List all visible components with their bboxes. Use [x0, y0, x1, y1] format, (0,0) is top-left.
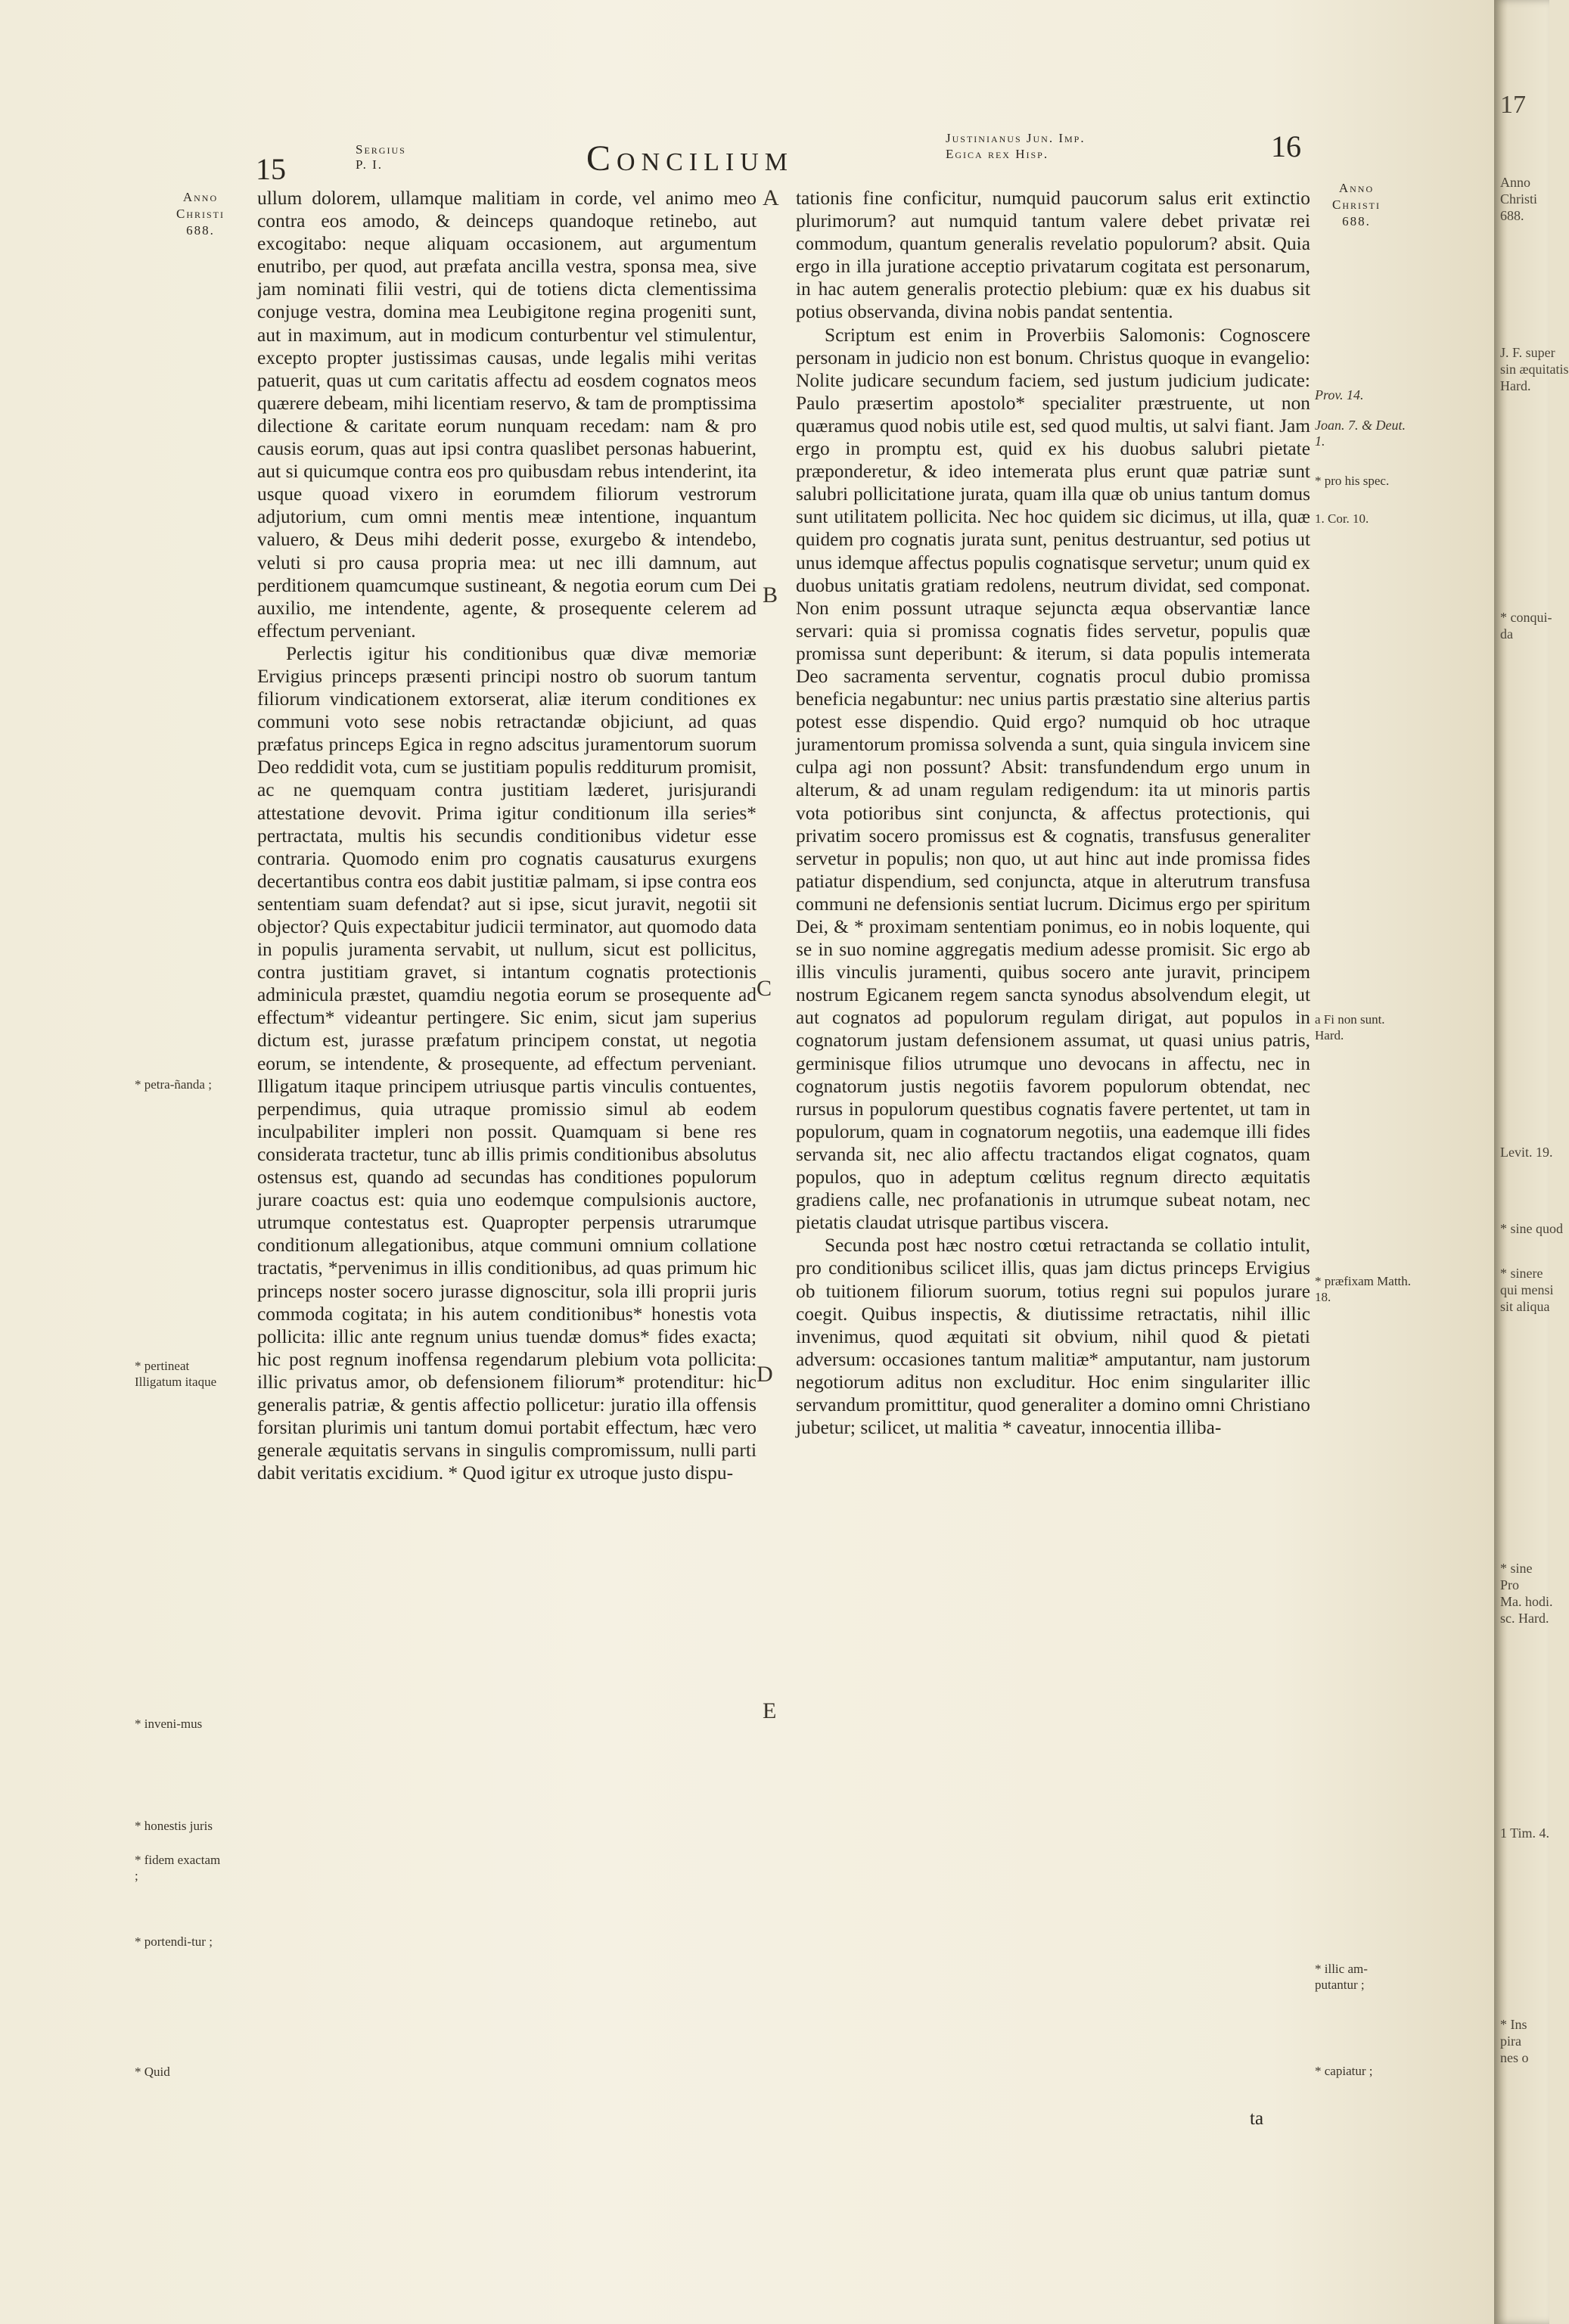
paragraph: Perlectis igitur his conditionibus quæ divæ memoriæ Ervigius princeps præsenti principi nostro ob suorum tantum filiorum vindicationem extorserat, aliæ iterum conditiones ex communi voto sese nobis retractandæ objiciunt, ad quas præfatus princeps Egica in regno adscitus juramentorum suorum Deo reddidit vota, cum se justitiam populis redditurum promisit, ac ne quemquam contra justitiam læderet, jurisjurandi attestatione devovit. Prima igitur conditionum illa series* pertractata, multis his secundis conditionibus videtur esse contraria. Quomodo enim pro cognatis causaturus exurgens decertantibus contra eos dabit justitiæ palmam, si ipse contra eos sententiam suam defendat? aut si ipse, sicut juravit, negotii sit objector? Quis expectabitur judicii terminator, aut quomodo data in populis juramenta servabit, ut nullum, sicut est pollicitus, contra justitiam gravet, si intantum cognatis protectionis adminicula præstet, quamdiu negotia eorum se prosequente ad effectum* videantur pertingere. Sic enim, sicut jam superius dictum est, jurasse præfatum principem constat, ut negotia eorum, se intendente, & prosequente, ad effectum perveniant. Illigatum itaque principem utriusque partis vinculis contuentes, perpendimus, quia utraque promissio simul ab eodem inculpabiliter impleri non possit. Quamquam si bene res considerata tractetur, tunc ab illis primis conditionibus absolutus ostensus est, quando ad secundas has conditiones populorum jurare coactus est: quia uno eodemque compulsionis auctore, utrumque contestatus est. Quapropter perpensis utrarumque conditionum allegationibus, atque communi omnium collatione tractatis, *pervenimus in illis conditionibus, ad quas primum hic princeps noster socero jurasse dignoscitur, sola illi proprii juris commoda cogitata; in his autem conditionibus* honestis vota pollicita: illic ante regnum unius tuendæ domus* fides exacta; hic post regnum inoffensa regendarum plebium vota pollicita: illic privatus amor, ob defensionem filiorum* protenditur: hic generalis patriæ, & gentis affectio pollicetur: juratio illa offensis forsitan plurimis uni tantum domui portabit effectum, hæc vero generale æquitatis servans in singulis compromissum, nulli parti dabit veritatis excidium. * Quod igitur ex utroque justo dispu-	[257, 642, 757, 1484]
paragraph: ullum dolorem, ullamque malitiam in corde, vel animo meo contra eos amodo, & deinceps quandoque retinebo, aut excogitabo: neque aliquam occasionem, aut argumentum enutribo, per quod, aut præfata ancilla vestra, sponsa mea, sive jam nominati filii vestri, qui de totiens dicta clementissima conjuge vestra, domina mea Leubigitone regina progeniti sunt, aut in maximum, aut in modicum conturbentur vel stimulentur, excepto propter justissimas causas, unde legalis mihi veritas patuerit, quas ut cum caritatis affectu ad eosdem cognatos meos quærere debeam, mihi licentiam reservo, & tam de promptissima dilectione & caritate eorum nunquam recedam: nam & pro causis eorum, quas aut ipsi contra quaslibet personas habuerint, aut si quicumque contra eos pro quibusdam rebus intenderint, ita usque quoad vixero in eorumdem filiorum vestrorum adjutorium, cum omni mentis meæ intentione, inquantum valuero, & Deus mihi dederit posse, exurgebo & intendebo, veluti si pro causa propria mea: ut nec illi damnum, aut perditionem quamcumque sustineant, & negotia eorum cum Dei auxilio, me intendente, agente, & prosequente celerem ad effectum perveniant.	[257, 188, 757, 642]
next-page-fragment: da	[1500, 626, 1513, 642]
next-page-fragment: * sinere	[1500, 1266, 1543, 1281]
next-page-fragment: Ma. hodi.	[1500, 1594, 1553, 1609]
next-page-fragment: sit aliqua	[1500, 1299, 1550, 1314]
running-head-right: Justinianus Jun. Imp. Egica rex Hisp.	[946, 131, 1086, 161]
next-page-fragment: pira	[1500, 2034, 1521, 2049]
page-number-right: 16	[1271, 129, 1301, 163]
margin-note: a Fi non sunt. Hard.	[1315, 1012, 1385, 1042]
next-page-fragment: J. F. super	[1500, 345, 1555, 360]
next-page-fragment: Anno	[1500, 175, 1530, 190]
next-page-fragment: nes o	[1500, 2050, 1529, 2065]
margin-note: * præfixam Matth. 18.	[1315, 1274, 1412, 1304]
margin-note: * Quid	[135, 2065, 170, 2079]
section-letter: C	[757, 976, 772, 1001]
text-column-right	[796, 187, 1310, 1439]
catchword: ta	[1250, 2108, 1264, 2129]
margin-note: Joan. 7. & Deut. 1.	[1315, 418, 1406, 449]
section-letter: A	[763, 185, 779, 210]
margin-note: * fidem exactam ;	[135, 1853, 221, 1883]
running-head-title: Concilium	[586, 138, 794, 179]
margin-anno-right: Anno Christi 688.	[1331, 181, 1381, 228]
section-letter: D	[757, 1362, 773, 1387]
margin-note: 1. Cor. 10.	[1315, 511, 1369, 526]
next-page-fragment: Christi	[1500, 191, 1538, 207]
next-page-fragment: Pro	[1500, 1577, 1520, 1592]
running-header	[0, 121, 1494, 186]
paragraph: tationis fine conficitur, numquid paucorum salus erit extinctio plurimorum? aut numquid tantum valere debet privatæ rei commodum, quantum generalis revelatio populorum? absit. Quia ergo in illa juratione acceptio privatarum cogitata est personarum, in hac autem generalis protectio plebium: quæ ex his duabus sit potius observanda, divina nobis pandat sententia.	[796, 188, 1310, 323]
section-letter: B	[763, 583, 778, 607]
margin-note: * petra-ñanda ;	[135, 1077, 212, 1092]
next-page-fragment: * sine quod	[1500, 1221, 1563, 1236]
next-page-fragment: * Ins	[1500, 2017, 1527, 2032]
running-head-left: Sergius P. I.	[356, 142, 406, 172]
margin-note: * illic am-putantur ;	[1315, 1962, 1368, 1992]
margin-note: * capiatur ;	[1315, 2064, 1373, 2078]
margin-note: * pro his spec.	[1315, 474, 1390, 488]
next-page-fragment: * conqui-	[1500, 610, 1552, 625]
next-page-fragment: Levit. 19.	[1500, 1145, 1553, 1160]
margin-anno-left: Anno Christi 688.	[176, 190, 225, 238]
paragraph: Secunda post hæc nostro cœtui retractanda se collatio intulit, pro conditionibus scilicet illis, quas jam dictus princeps Ervigius ob tuitionem filiorum suorum, totius regni sui populos jurare coegit. Quibus inspectis, & diutissime retractatis, nihil illic invenimus, quod æquitati sit obvium, nihil quod & pietati adversum: occasiones tantum malitiæ* amputantur, nam justorum negotiorum aditus non excluditur. Hoc enim singulariter illic servandum promittitur, quod generaliter a domino omni Christiano jubetur; scilicet, ut malitia * caveatur, innocentia illiba-	[796, 1235, 1310, 1439]
margin-note: * honestis juris	[135, 1819, 213, 1833]
next-page-fragment: sin æquitatis	[1500, 362, 1569, 377]
margin-note: * inveni-mus	[135, 1717, 203, 1731]
next-page-fragment: sc. Hard.	[1500, 1611, 1549, 1626]
text-column-left	[257, 187, 757, 1484]
margin-note: Prov. 14.	[1315, 387, 1364, 402]
next-page-fragment: 1 Tim. 4.	[1500, 1825, 1550, 1841]
paragraph: Scriptum est enim in Proverbiis Salomonis: Cognoscere personam in judicio non est bonum. Christus quoque in evangelio: Nolite judicare secundum faciem, sed justum judicium judicate: Paulo præsertim apostolo* specialiter præstruente, ut non quæramus quod nobis utile est, sed quod multis, ut salvi fiant. Jam ergo in promptu est, quid ex his duobus salubri pietate præponderetur, & ideo intemerata plus erunt quæ patriæ sunt salubri pollicitatione jurata, quam illa quæ ob unius tantum domus sunt utilitatem pollicita. Nec hoc quidem sic dicimus, ut illa, quæ quidem pro cognatis jurata sunt, penitus destruantur, sed potius ut unus idemque affectus populis cognatisque servetur; unum quid ex duobus unitatis gratiam redolens, neutrum dividat, sed componat. Non enim possunt utraque sejuncta æqua observantiæ lance servari: quia si promissa cognatis fides servetur, populis quæ promissa sunt deperibunt: & iterum, si data populis intemerata Deo sacramenta serventur, cognatis procul dubio promissa beneficia negabuntur: nec unius partis præstatio sine alterius partis potest esse dispendio. Quid ergo? numquid ob hoc utraque juramentorum promissa solvenda a sunt, quia singula invicem sine culpa agi non possunt? Absit: transfundendum ergo unum in alterum, & ad unam regulam redigendum: ita ut minoris partis vota potioribus sint conjuncta, & affectus protectionis, qui privatim socero promissus est & cognatis, transfusus generaliter servetur in populis; non quo, ut aut hinc aut inde promissa fides patiatur dispendium, sed conjuncta, atque in alterutrum transfusa communi ne defensionis sentiat lucrum. Dicimus ergo per spiritum Dei, & * proximam sententiam ponimus, eo in nobis loquente, qui se in suo nomine aggregatis medium adesse promisit. Sic ergo ab illis vinculis juramenti, quibus socero ante juravit, principem nostrum Egicanem regem sancta synodus absolvendum elegit, ut aut cognatos ad populorum regulam dirigat, aut populos in cognatorum justam defensionem assumat, ut quasi unius patris, germinisque filios utrumque uno devocans in affectu, nec in cognatorum justis negotiis favorem populorum obtendat, nec rursus in populorum questibus cognatis favere pertentet, ut tam in populorum, quam in cognatorum negotiis, una eademque illi fides servanda sit, nec alio affectu tractandos eligat cognatos, quam populos, quo in adeptum cœlitus regnum directo æquitatis gradiens calle, nec profanationis in utrumque subeat notam, nec pietatis claudat utrisque partibus viscera.	[796, 324, 1310, 1234]
adjacent-page-edge	[1494, 0, 1569, 2324]
next-page-fragment: * sine	[1500, 1561, 1533, 1576]
next-page-fragment: Hard.	[1500, 378, 1531, 393]
margin-note: * pertineat Illigatum itaque	[135, 1359, 217, 1389]
next-page-fragment: qui mensi	[1500, 1282, 1554, 1297]
next-page-number: 17	[1500, 91, 1526, 119]
next-page-fragment: 688.	[1500, 208, 1524, 223]
section-letter: E	[763, 1698, 777, 1723]
margin-note: * portendi-tur ;	[135, 1934, 213, 1949]
page-number-left: 15	[256, 152, 286, 186]
